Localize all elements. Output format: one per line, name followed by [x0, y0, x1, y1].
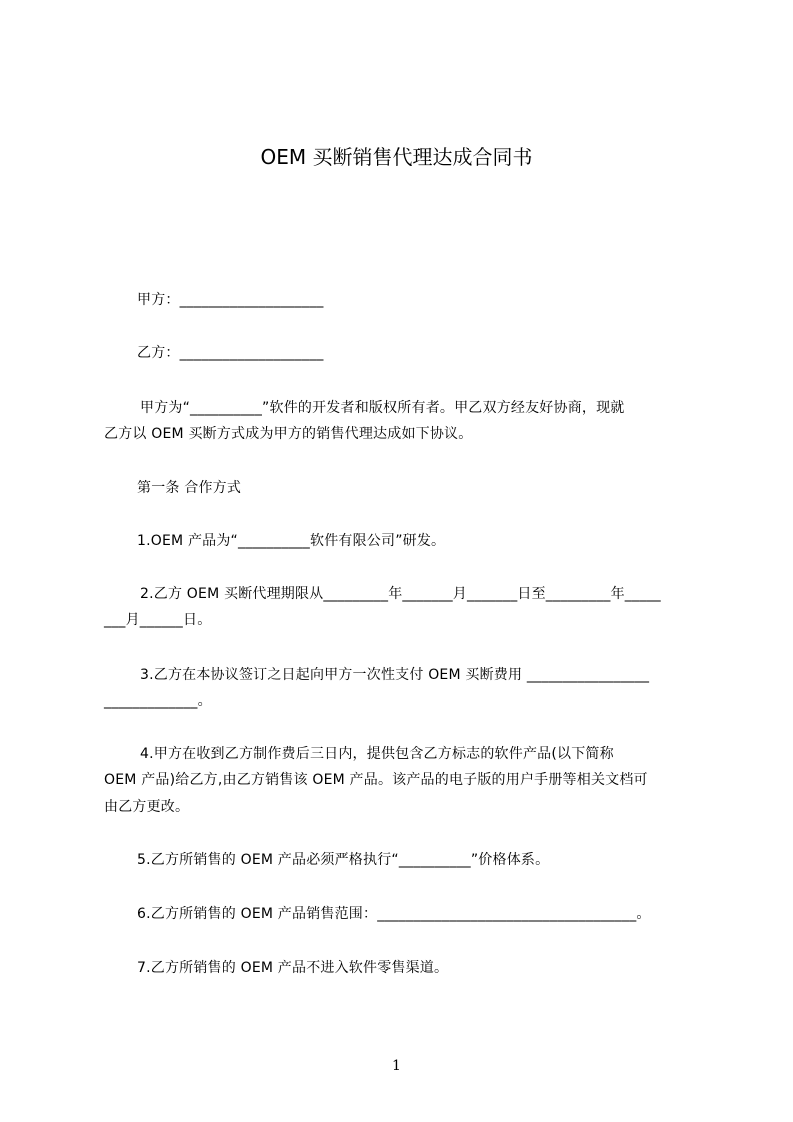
clause-2-line-1: 2.乙方 OEM 买断代理期限从_________年_______月_______日至_________年_____ — [140, 586, 661, 602]
article-1-heading: 第一条 合作方式 — [137, 480, 242, 496]
clause-6-line-1: 6.乙方所销售的 OEM 产品销售范围：____________________________________。 — [137, 906, 651, 922]
party-a-line: 甲方：____________________ — [137, 292, 324, 308]
party-b-line: 乙方：____________________ — [137, 345, 324, 361]
intro-line-2: 乙方以 OEM 买断方式成为甲方的销售代理达成如下协议。 — [104, 426, 473, 442]
clause-3-line-2: _____________。 — [104, 693, 212, 709]
intro-line-1: 甲方为“__________”软件的开发者和版权所有者。甲乙双方经友好协商，现就 — [140, 400, 625, 416]
clause-1-line-1: 1.OEM 产品为“__________软件有限公司”研发。 — [137, 533, 446, 549]
clause-4-line-3: 由乙方更改。 — [104, 799, 190, 815]
clause-3-line-1: 3.乙方在本协议签订之日起向甲方一次性支付 OEM 买断费用 _________________ — [140, 667, 650, 683]
document-title: OEM 买断销售代理达成合同书 — [260, 145, 533, 169]
clause-2-line-2: ___月______日。 — [104, 612, 212, 628]
clause-4-line-2: OEM 产品)给乙方,由乙方销售该 OEM 产品。该产品的电子版的用户手册等相关文档可 — [104, 772, 648, 788]
page-number: 1 — [392, 1058, 401, 1074]
clause-4-line-1: 4.甲方在收到乙方制作费后三日内，提供包含乙方标志的软件产品(以下简称 — [140, 746, 614, 762]
clause-5-line-1: 5.乙方所销售的 OEM 产品必须严格执行“__________”价格体系。 — [137, 852, 550, 868]
clause-7-line-1: 7.乙方所销售的 OEM 产品不进入软件零售渠道。 — [137, 960, 449, 976]
